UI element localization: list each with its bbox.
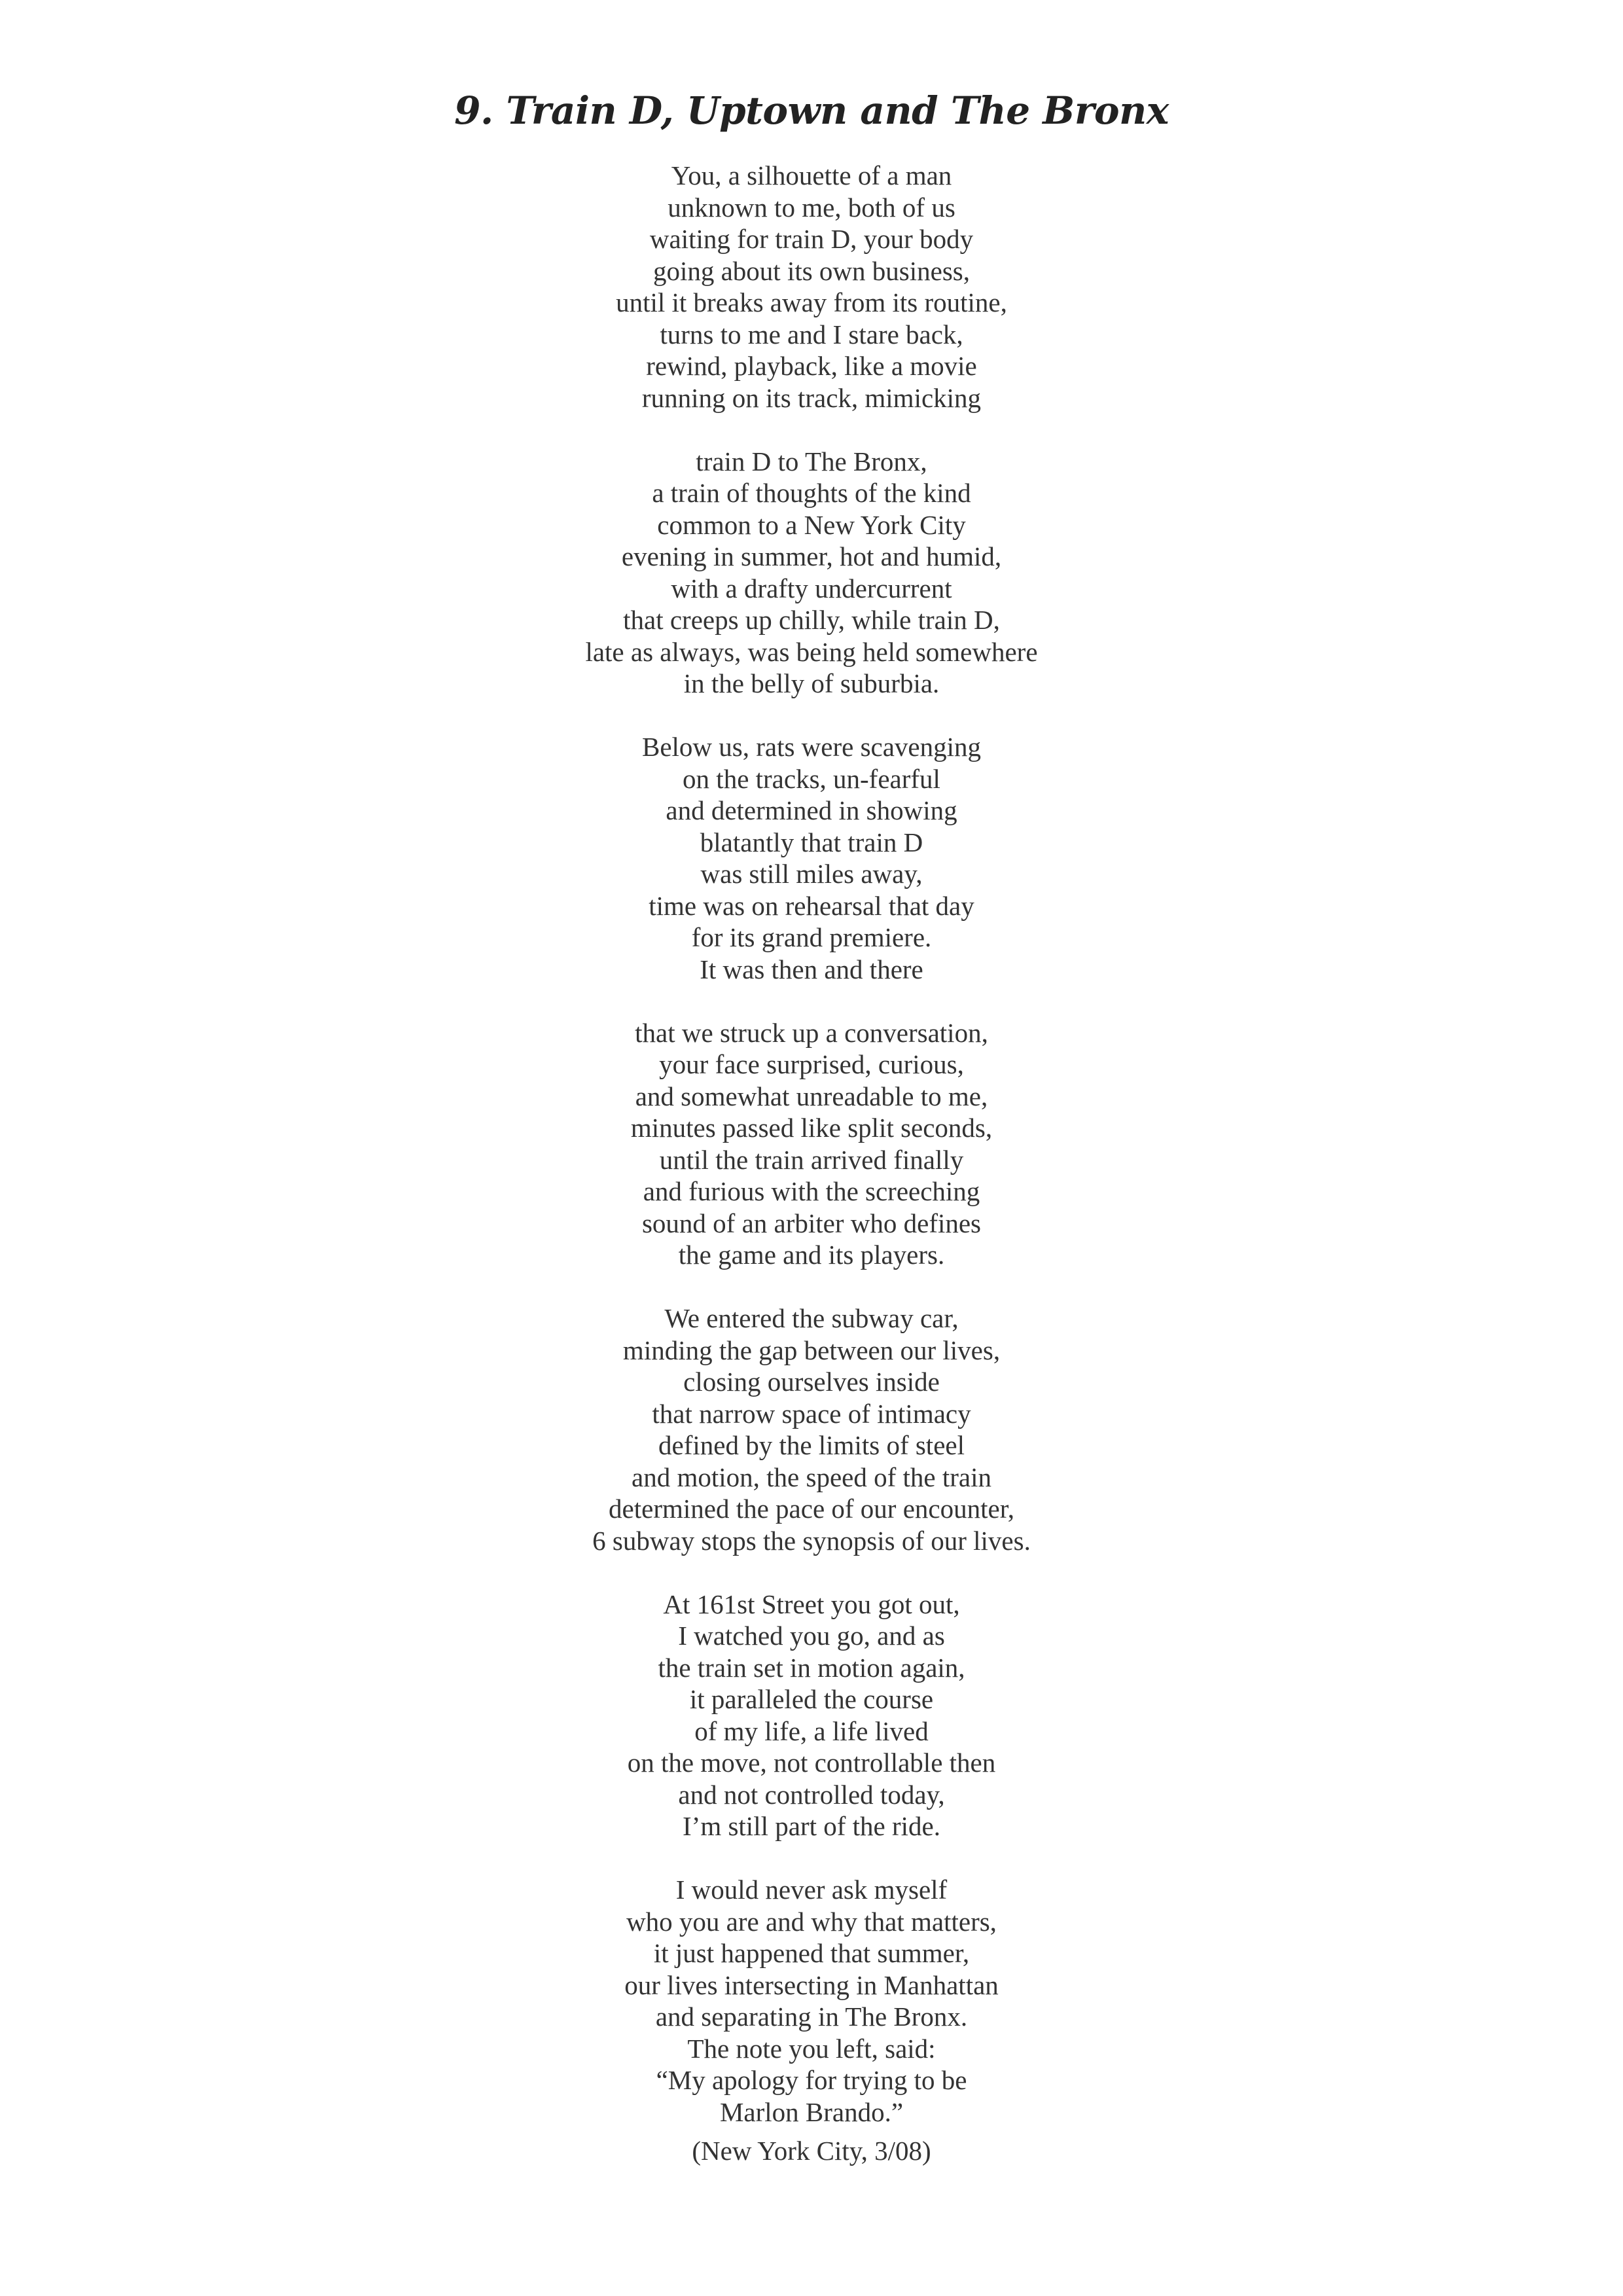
poem-line: I’m still part of the ride. xyxy=(683,1811,940,1841)
poem-line: unknown to me, both of us xyxy=(668,192,955,223)
poem-line: with a drafty undercurrent xyxy=(671,573,952,603)
poem-line: the train set in motion again, xyxy=(658,1652,965,1683)
poem-line: and motion, the speed of the train xyxy=(632,1462,991,1492)
poem-line: defined by the limits of steel xyxy=(658,1430,965,1460)
poem-line: I watched you go, and as xyxy=(678,1621,945,1651)
poem-line: “My apology for trying to be xyxy=(656,2065,967,2095)
stanza-5 xyxy=(0,1302,1623,1556)
poem-line: time was on rehearsal that day xyxy=(649,890,974,921)
poem-line: At 161st Street you got out, xyxy=(663,1588,960,1619)
stanza-7 xyxy=(0,1874,1623,2128)
stanza-6 xyxy=(0,1588,1623,1842)
poem-line: running on its track, mimicking xyxy=(641,382,982,413)
poem-line: until it breaks away from its routine, xyxy=(616,287,1007,317)
poem-line: until the train arrived finally xyxy=(659,1144,964,1175)
poem-line: waiting for train D, your body xyxy=(649,224,974,254)
poem-line: late as always, was being held somewhere xyxy=(585,636,1038,667)
poem-line: You, a silhouette of a man xyxy=(671,160,952,190)
poem-line: 6 subway stops the synopsis of our lives. xyxy=(592,1525,1031,1556)
poem-line: that creeps up chilly, while train D, xyxy=(623,605,1000,635)
stanza-4 xyxy=(0,1017,1623,1271)
poem-line: sound of an arbiter who defines xyxy=(641,1208,982,1238)
poem-line: in the belly of suburbia. xyxy=(683,668,940,698)
poem-line: and somewhat unreadable to me, xyxy=(635,1081,988,1111)
poem-line: determined the pace of our encounter, xyxy=(609,1494,1014,1524)
poem-line: on the move, not controllable then xyxy=(627,1748,996,1778)
poem-line: the game and its players. xyxy=(678,1240,945,1270)
poem-line: your face surprised, curious, xyxy=(659,1049,964,1079)
poem-line: that narrow space of intimacy xyxy=(652,1398,971,1429)
poem-line: and determined in showing xyxy=(666,795,957,825)
poem-line: going about its own business, xyxy=(652,255,971,286)
poem-line: I would never ask myself xyxy=(675,1874,948,1905)
poem-line: We entered the subway car, xyxy=(664,1303,959,1333)
poem-title: 9. Train D, Uptown and The Bronx xyxy=(454,88,1169,133)
stanza-3 xyxy=(0,731,1623,985)
poem-line: common to a New York City xyxy=(657,509,966,540)
poem-line: and furious with the screeching xyxy=(643,1176,980,1206)
stanza-1 xyxy=(0,160,1623,414)
poem-line: turns to me and I stare back, xyxy=(660,319,963,350)
poem-line: on the tracks, un-fearful xyxy=(683,763,940,794)
poem-line: train D to The Bronx, xyxy=(696,446,927,476)
poem-line: and separating in The Bronx. xyxy=(655,2001,968,2032)
poem-line: minding the gap between our lives, xyxy=(622,1335,1001,1365)
poem-line: minutes passed like split seconds, xyxy=(630,1113,993,1143)
place-date-note: (New York City, 3/08) xyxy=(692,2136,931,2166)
poem-line: our lives intersecting in Manhattan xyxy=(624,1969,999,2000)
poem-line: that we struck up a conversation, xyxy=(635,1017,988,1048)
poem-line: It was then and there xyxy=(700,954,923,984)
poem-line: it just happened that summer, xyxy=(653,1938,970,1968)
poem-line: rewind, playback, like a movie xyxy=(646,351,977,381)
poem-line: Marlon Brando.” xyxy=(719,2096,904,2127)
poem-line: it paralleled the course xyxy=(689,1684,934,1714)
poem-line: of my life, a life lived xyxy=(694,1715,929,1746)
poem-line: closing ourselves inside xyxy=(683,1367,940,1397)
poem-line: Below us, rats were scavenging xyxy=(641,732,982,762)
poem-line: The note you left, said: xyxy=(687,2033,936,2064)
poem-line: for its grand premiere. xyxy=(691,922,932,952)
poem-line: blatantly that train D xyxy=(700,827,923,857)
poem-line: evening in summer, hot and humid, xyxy=(621,541,1002,571)
stanza-2 xyxy=(0,446,1623,700)
poem-line: a train of thoughts of the kind xyxy=(652,478,971,508)
poem-line: was still miles away, xyxy=(700,859,923,889)
poem-line: and not controlled today, xyxy=(678,1779,945,1810)
poem-body xyxy=(0,160,1623,2160)
poem-line: who you are and why that matters, xyxy=(626,1906,997,1937)
